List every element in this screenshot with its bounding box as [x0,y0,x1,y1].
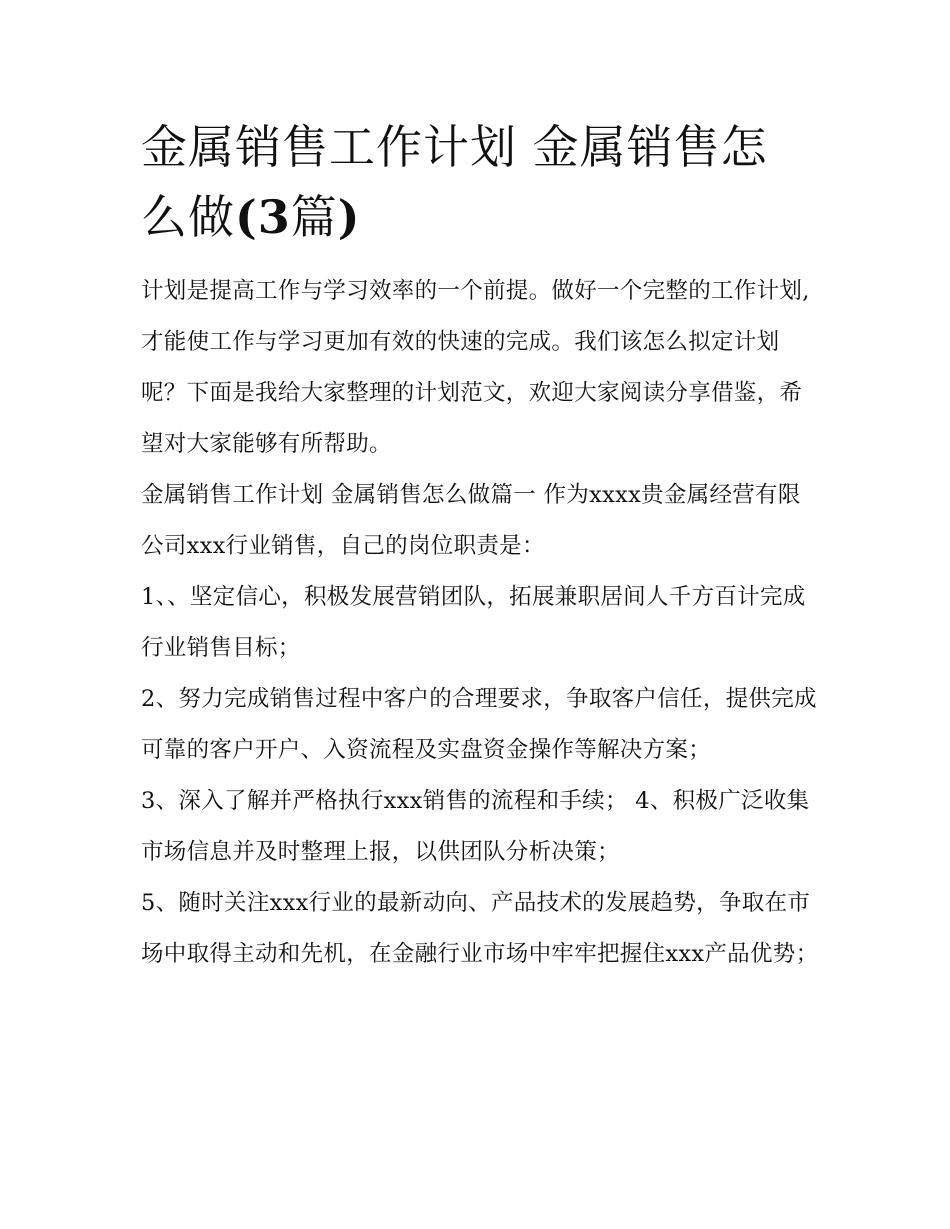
list-item-2: 2、努力完成销售过程中客户的合理要求，争取客户信任，提供完成可靠的客户开户、入资流程及实盘资金操作等解决方案； [141,686,817,763]
list-item-5: 5、随时关注xxx行业的最新动向、产品技术的发展趋势，争取在市场中取得主动和先机，在金融行业市场中牢牢把握住xxx产品优势； [141,890,819,967]
document-title [141,112,821,252]
title-line-2-mid: 篇 [290,190,338,244]
list-item-3-4: 3、深入了解并严格执行xxx销售的流程和手续； 4、积极广泛收集市场信息并及时整理上报，以供团队分析决策； [141,788,810,865]
title-line-1: 金属销售工作计划 金属销售怎 [141,120,768,174]
title-line-2-end: ) [337,190,361,244]
list-item-1: 1、、坚定信心，积极发展营销团队，拓展兼职居间人千方百计完成行业销售目标； [141,584,806,661]
title-line-2-start: 么做 [141,190,235,244]
section-intro-paragraph: 金属销售工作计划 金属销售怎么做篇一 作为xxxx贵金属经营有限公司xxx行业销售，自己的岗位职责是： [141,482,801,559]
document-body [141,112,821,980]
intro-paragraph: 计划是提高工作与学习效率的一个前提。做好一个完整的工作计划,才能使工作与学习更加有效的快速的完成。我们该怎么拟定计划呢？下面是我给大家整理的计划范文，欢迎大家阅读分享借鉴，希望对大家能够有所帮助。 [141,278,810,457]
title-line-2-bold: (3 [235,190,291,244]
